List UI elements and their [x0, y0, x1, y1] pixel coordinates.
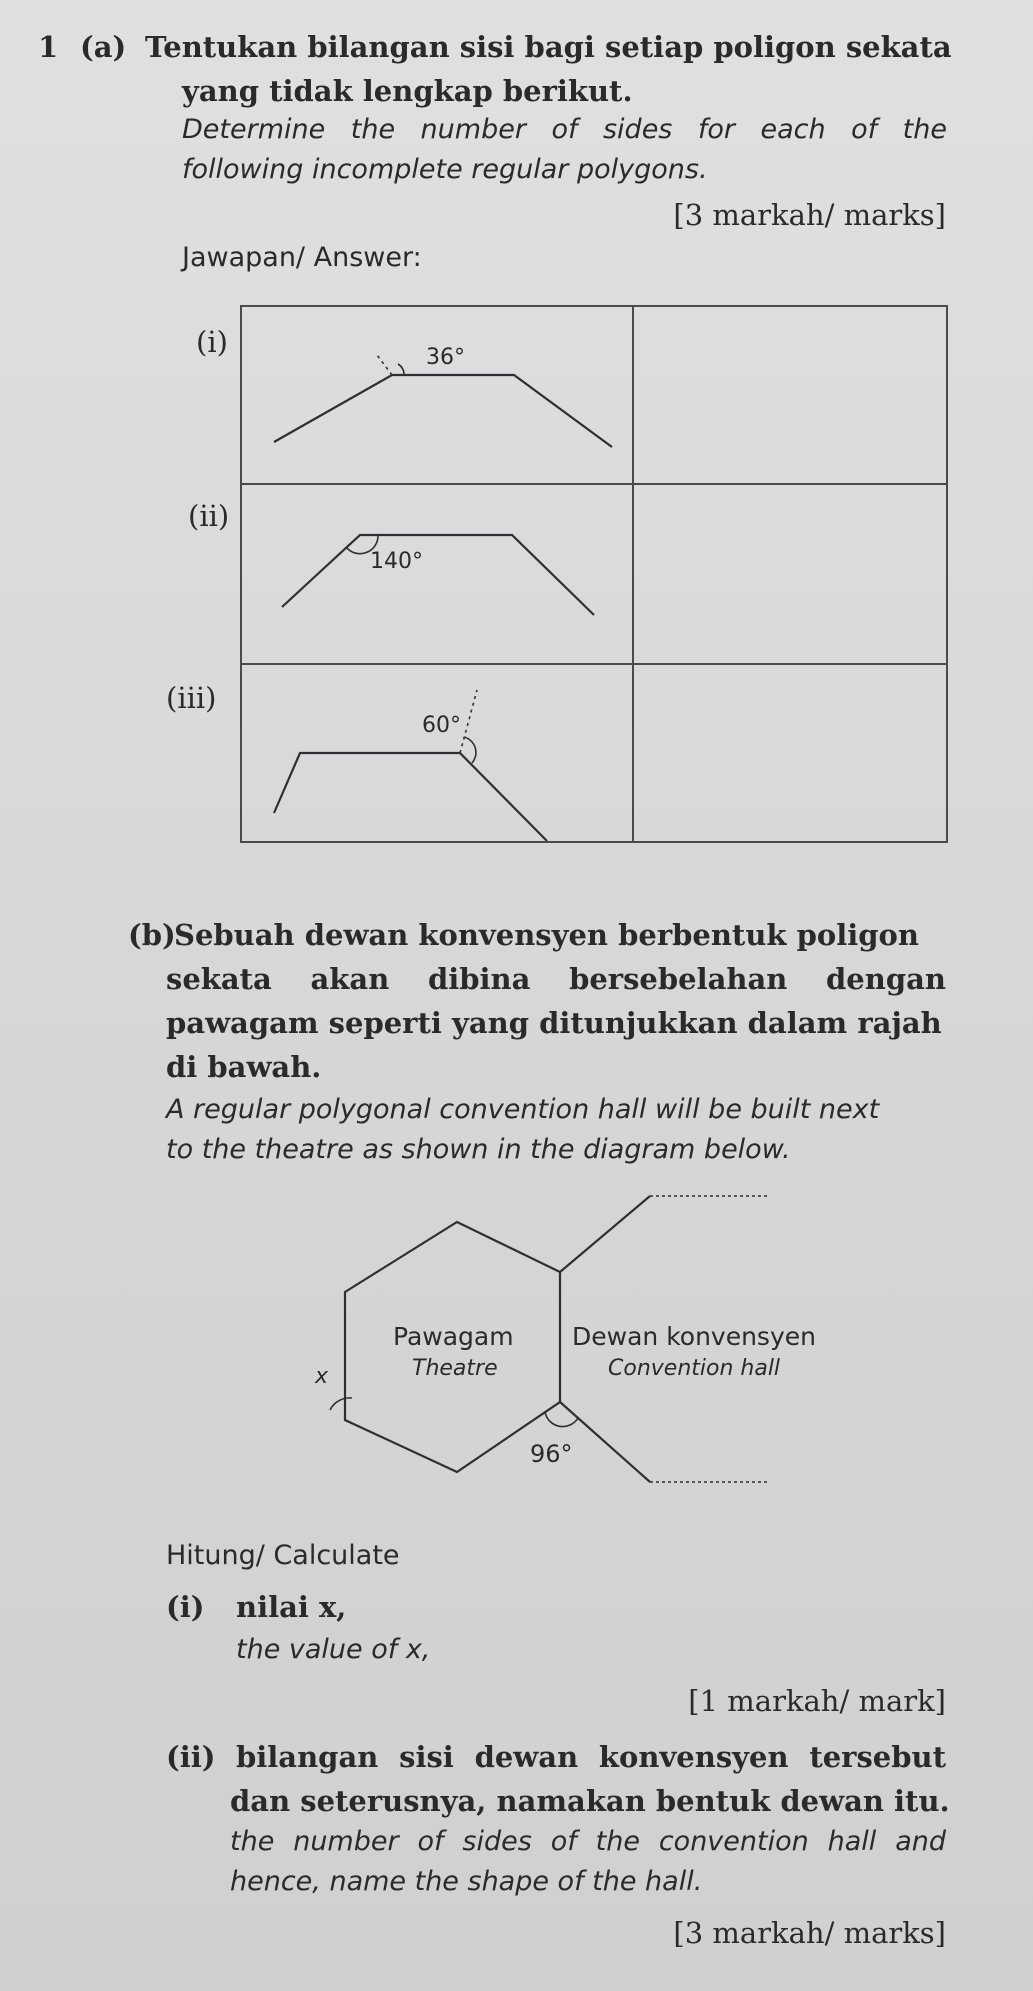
sub-ii-en-line2: hence, name the shape of the hall.: [230, 1866, 703, 1897]
part-a-ms-line2: yang tidak lengkap berikut.: [182, 74, 633, 108]
answer-label: Jawapan/ Answer:: [182, 242, 422, 273]
sub-ii-marks: [3 markah/ marks]: [673, 1916, 946, 1950]
part-a-en-line2: following incomplete regular polygons.: [182, 154, 708, 185]
part-a-marks: [3 markah/ marks]: [673, 198, 946, 232]
row-label-iii: (iii): [166, 681, 217, 715]
sub-i-ms: nilai x,: [236, 1590, 347, 1624]
row-label-i: (i): [196, 325, 228, 359]
part-a-en-line1: Determine the number of sides for each of the: [182, 114, 947, 145]
part-b-ms-line4: di bawah.: [166, 1050, 322, 1084]
part-b-ms-line3: pawagam seperti yang ditunjukkan dalam rajah: [166, 1006, 942, 1040]
hall-en-label: Convention hall: [608, 1356, 781, 1381]
x-label: x: [315, 1364, 329, 1389]
theatre-hall-diagram: [0, 1180, 1033, 1510]
sub-ii-en-line1: the number of sides of the convention hall and: [230, 1826, 946, 1857]
answer-row-iii: [166, 665, 946, 843]
answer-cell-i[interactable]: [634, 307, 946, 483]
answer-row-i: [196, 307, 946, 485]
answer-cell-ii[interactable]: [634, 485, 946, 663]
sub-i-label: (i): [166, 1590, 205, 1624]
angle-label-i: 36°: [426, 345, 465, 370]
answer-table: [166, 305, 948, 843]
part-b-ms-line2: sekata akan dibina bersebelahan dengan: [166, 962, 946, 996]
part-a-ms-line1: Tentukan bilangan sisi bagi setiap poligon sekata: [145, 30, 952, 64]
answer-cell-iii[interactable]: [634, 665, 946, 843]
row-label-ii: (ii): [188, 499, 230, 533]
sub-ii-label: (ii): [166, 1740, 216, 1774]
angle-label-ii: 140°: [370, 549, 423, 574]
answer-row-ii: [188, 485, 946, 665]
sub-i-en: the value of x,: [236, 1634, 431, 1665]
polygon-fragment-ii: [242, 485, 632, 663]
polygon-fragment-i: [242, 307, 632, 483]
theatre-ms-label: Pawagam: [393, 1322, 514, 1351]
angle-96-label: 96°: [530, 1440, 573, 1468]
sub-ii-ms-line2: dan seterusnya, namakan bentuk dewan itu.: [230, 1784, 950, 1818]
hall-ms-label: Dewan konvensyen: [572, 1322, 816, 1351]
calculate-label: Hitung/ Calculate: [166, 1540, 400, 1571]
part-b-en-line1: A regular polygonal convention hall will be built next: [166, 1094, 880, 1125]
part-b-en-line2: to the theatre as shown in the diagram below.: [166, 1134, 791, 1165]
part-a-label: (a): [80, 30, 127, 64]
sub-i-marks: [1 markah/ mark]: [688, 1684, 946, 1718]
x-angle-arc: [330, 1398, 352, 1410]
polygon-fragment-iii: [242, 665, 632, 841]
sub-ii-ms-line1: bilangan sisi dewan konvensyen tersebut: [236, 1740, 946, 1774]
theatre-en-label: Theatre: [412, 1356, 498, 1381]
question-number: 1: [38, 30, 59, 64]
angle-label-iii: 60°: [422, 713, 461, 738]
part-b-ms-line1: Sebuah dewan konvensyen berbentuk poligon: [174, 918, 919, 952]
part-b-label: (b): [128, 918, 176, 952]
